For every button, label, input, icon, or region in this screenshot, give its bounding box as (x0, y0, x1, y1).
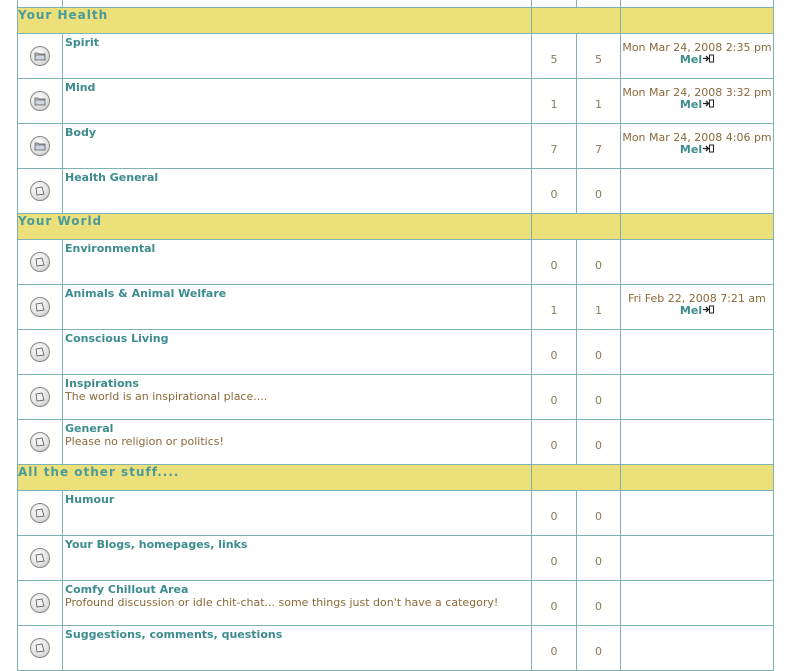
posts-count: 0 (577, 491, 621, 536)
last-post-cell (621, 79, 774, 124)
topics-count: 0 (532, 240, 577, 285)
last-post-date: Mon Mar 24, 2008 4:06 pm (622, 131, 772, 144)
forum-row-comfy-chillout-area (18, 581, 774, 626)
forum-name-link[interactable]: Mind (65, 81, 96, 94)
forum-row-general (18, 420, 774, 465)
posts-count: 5 (577, 34, 621, 79)
posts-count: 0 (577, 536, 621, 581)
folder-icon (30, 297, 50, 317)
posts-count: 1 (577, 79, 621, 124)
forum-name-link[interactable]: Humour (65, 493, 115, 506)
posts-count: 0 (577, 581, 621, 626)
folder-icon (30, 387, 50, 407)
forum-name-link[interactable]: Your Blogs, homepages, links (65, 538, 248, 551)
last-post-cell (621, 536, 774, 581)
folder-new-icon (30, 136, 50, 156)
topics-count: 5 (532, 34, 577, 79)
folder-icon (30, 638, 50, 658)
forum-index-body (18, 0, 774, 671)
topics-count: 0 (532, 536, 577, 581)
forum-description: The world is an inspirational place.... (65, 390, 268, 403)
forum-name-link[interactable]: Conscious Living (65, 332, 169, 345)
category-row-all-the-other-stuff (18, 465, 774, 491)
folder-new-icon (30, 46, 50, 66)
forum-row-health-general (18, 169, 774, 214)
forum-name-link[interactable]: Health General (65, 171, 159, 184)
last-post-user-link[interactable]: Mel (679, 98, 703, 111)
last-post-cell (621, 375, 774, 420)
topics-count: 0 (532, 491, 577, 536)
forum-row-animals-animal-welfare (18, 285, 774, 330)
forum-name-link[interactable]: General (65, 422, 114, 435)
forum-row-inspirations (18, 375, 774, 420)
last-post-cell (621, 34, 774, 79)
last-post-date: Mon Mar 24, 2008 2:35 pm (622, 41, 772, 54)
forum-row-spirit (18, 34, 774, 79)
forum-description: Please no religion or politics! (65, 435, 224, 448)
last-post-date: Mon Mar 24, 2008 3:32 pm (622, 86, 772, 99)
last-post-cell (621, 124, 774, 169)
posts-count: 0 (577, 240, 621, 285)
folder-icon (30, 342, 50, 362)
posts-count: 0 (577, 626, 621, 671)
last-post-cell (621, 491, 774, 536)
category-title[interactable]: Your Health (18, 8, 532, 34)
forum-row-environmental (18, 240, 774, 285)
category-title[interactable]: Your World (18, 214, 532, 240)
last-post-cell (621, 330, 774, 375)
forum-description: Profound discussion or idle chit-chat... some things just don't have a category! (65, 596, 499, 609)
forum-name-link[interactable]: Animals & Animal Welfare (65, 287, 227, 300)
topics-count: 1 (532, 285, 577, 330)
forum-name-link[interactable]: Body (65, 126, 96, 139)
forum-name-link[interactable]: Comfy Chillout Area (65, 583, 189, 596)
forum-name-link[interactable]: Suggestions, comments, questions (65, 628, 283, 641)
forum-row-suggestions-comments-questions (18, 626, 774, 671)
topics-count: 0 (532, 375, 577, 420)
forum-name-link[interactable]: Inspirations (65, 377, 139, 390)
forum-row-your-blogs-homepages-links (18, 536, 774, 581)
forum-row-humour (18, 491, 774, 536)
forum-row-conscious-living (18, 330, 774, 375)
folder-new-icon (30, 91, 50, 111)
folder-icon (30, 432, 50, 452)
previous-section-stub (18, 0, 774, 8)
last-post-cell (621, 420, 774, 465)
last-post-cell (621, 285, 774, 330)
topics-count: 0 (532, 420, 577, 465)
view-latest-post-icon[interactable] (703, 99, 714, 111)
view-latest-post-icon[interactable] (703, 54, 714, 66)
topics-count: 7 (532, 124, 577, 169)
posts-count: 0 (577, 330, 621, 375)
posts-count: 0 (577, 375, 621, 420)
folder-icon (30, 503, 50, 523)
forum-row-body (18, 124, 774, 169)
category-row-your-health (18, 8, 774, 34)
last-post-cell (621, 626, 774, 671)
folder-icon (30, 548, 50, 568)
last-post-cell (621, 240, 774, 285)
last-post-cell (621, 581, 774, 626)
topics-count: 0 (532, 330, 577, 375)
forum-row-mind (18, 79, 774, 124)
forum-index-table (17, 0, 774, 671)
posts-count: 1 (577, 285, 621, 330)
topics-count: 0 (532, 581, 577, 626)
last-post-user-link[interactable]: Mel (679, 143, 703, 156)
view-latest-post-icon[interactable] (703, 305, 714, 317)
last-post-cell (621, 169, 774, 214)
last-post-date: Fri Feb 22, 2008 7:21 am (628, 292, 766, 305)
category-row-your-world (18, 214, 774, 240)
forum-name-link[interactable]: Spirit (65, 36, 100, 49)
topics-count: 0 (532, 626, 577, 671)
last-post-user-link[interactable]: Mel (679, 53, 703, 66)
folder-icon (30, 593, 50, 613)
folder-icon (30, 181, 50, 201)
topics-count: 1 (532, 79, 577, 124)
view-latest-post-icon[interactable] (703, 144, 714, 156)
topics-count: 0 (532, 169, 577, 214)
posts-count: 0 (577, 169, 621, 214)
category-title[interactable]: All the other stuff.... (18, 465, 532, 491)
forum-name-link[interactable]: Environmental (65, 242, 156, 255)
posts-count: 0 (577, 420, 621, 465)
posts-count: 7 (577, 124, 621, 169)
folder-icon (30, 252, 50, 272)
last-post-user-link[interactable]: Mel (679, 304, 703, 317)
